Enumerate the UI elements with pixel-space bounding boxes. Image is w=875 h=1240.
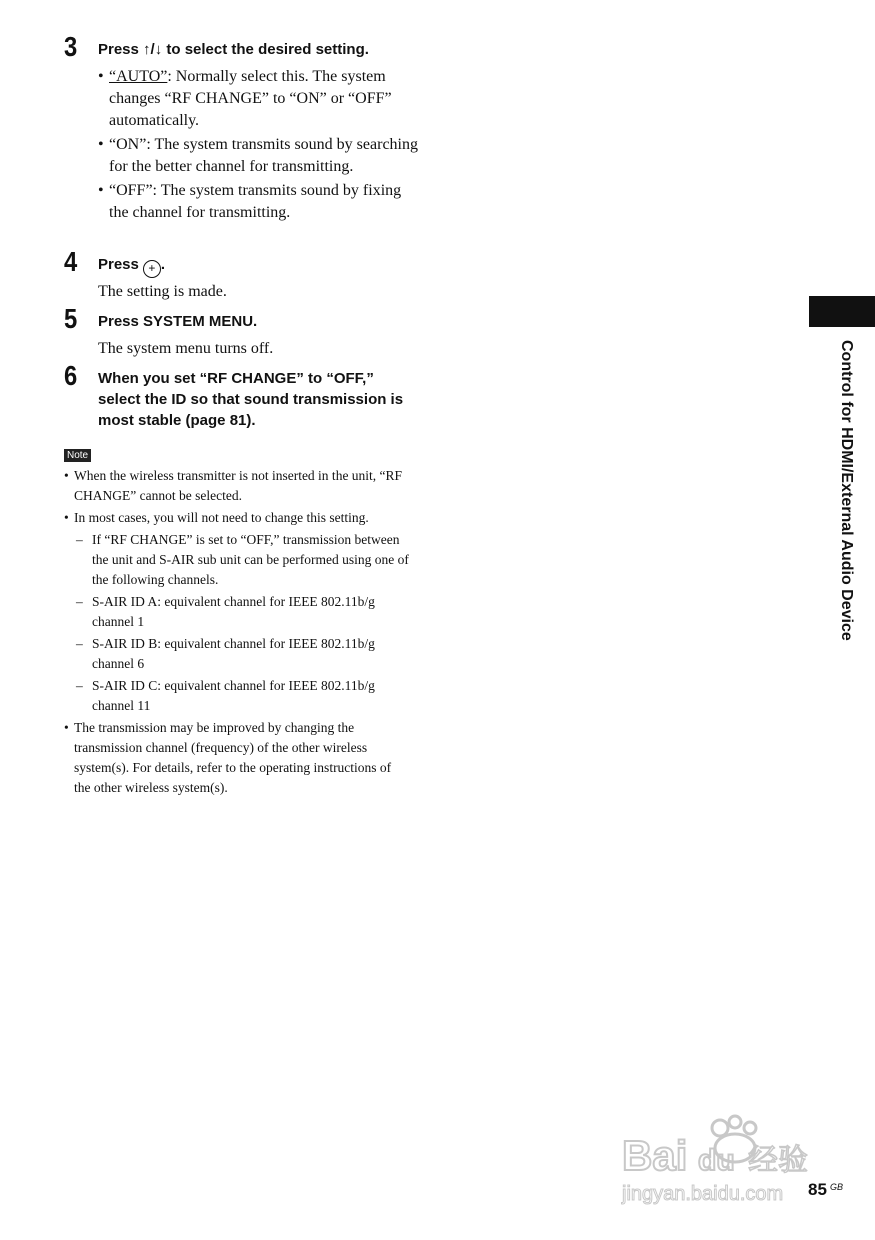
svg-text:Bai: Bai <box>622 1132 688 1179</box>
baidu-watermark-logo <box>620 1108 820 1208</box>
option-auto-label: “AUTO” <box>109 68 168 85</box>
option-auto-text: : Normally select this. The system changes “RF CHANGE” to “ON” or “OFF” automatically. <box>109 68 392 129</box>
page-number: 85 <box>808 1180 827 1199</box>
step-number: 3 <box>64 31 78 62</box>
note-item: • In most cases, you will not need to change this setting. <box>64 508 409 528</box>
option-on: • “ON”: The system transmits sound by searching for the better channel for transmitting. <box>98 134 418 178</box>
option-off: • “OFF”: The system transmits sound by fixing the channel for transmitting. <box>98 180 418 224</box>
section-title: Control for HDMI/External Audio Device <box>838 340 855 641</box>
enter-button-icon: + <box>143 260 161 278</box>
note-sub-item: – S-AIR ID A: equivalent channel for IEEE 802.11b/g channel 1 <box>64 592 409 632</box>
page-suffix: GB <box>830 1182 844 1192</box>
step-number: 4 <box>64 246 78 277</box>
step-body: The setting is made. <box>98 283 227 300</box>
note-item: • When the wireless transmitter is not inserted in the unit, “RF CHANGE” cannot be selected. <box>64 466 409 506</box>
option-auto <box>98 66 418 132</box>
step-body: The system menu turns off. <box>98 340 274 357</box>
note-sub-item: – S-AIR ID C: equivalent channel for IEEE 802.11b/g channel 11 <box>64 676 409 716</box>
note-badge: Note <box>64 449 91 462</box>
step-heading: When you set “RF CHANGE” to “OFF,” select the ID so that sound transmission is most stable (page 81). <box>98 370 404 429</box>
option-list <box>98 66 418 224</box>
step-heading: Press SYSTEM MENU. <box>98 313 258 330</box>
section-tab <box>809 296 875 327</box>
step-number: 5 <box>64 303 78 334</box>
step-heading: Press ↑/↓ to select the desired setting. <box>98 41 369 58</box>
svg-text:jingyan.baidu.com: jingyan.baidu.com <box>622 1183 784 1205</box>
step-body <box>98 66 418 226</box>
note-sub-item: – If “RF CHANGE” is set to “OFF,” transmission between the unit and S-AIR sub unit can be performed using one of the following channels. <box>64 530 409 590</box>
step-heading <box>98 254 418 278</box>
step-number: 6 <box>64 360 78 391</box>
svg-text:du: du <box>698 1144 735 1177</box>
note-list <box>64 466 409 800</box>
step-heading-text: Press <box>98 256 139 273</box>
note-sub-item: – S-AIR ID B: equivalent channel for IEEE 802.11b/g channel 6 <box>64 634 409 674</box>
note-item: • The transmission may be improved by changing the transmission channel (frequency) of the other wireless system(s). For details, refer to the operating instructions of the other wireless system(s). <box>64 718 409 798</box>
step-heading-suffix: . <box>160 256 166 273</box>
svg-text:经验: 经验 <box>748 1143 808 1178</box>
